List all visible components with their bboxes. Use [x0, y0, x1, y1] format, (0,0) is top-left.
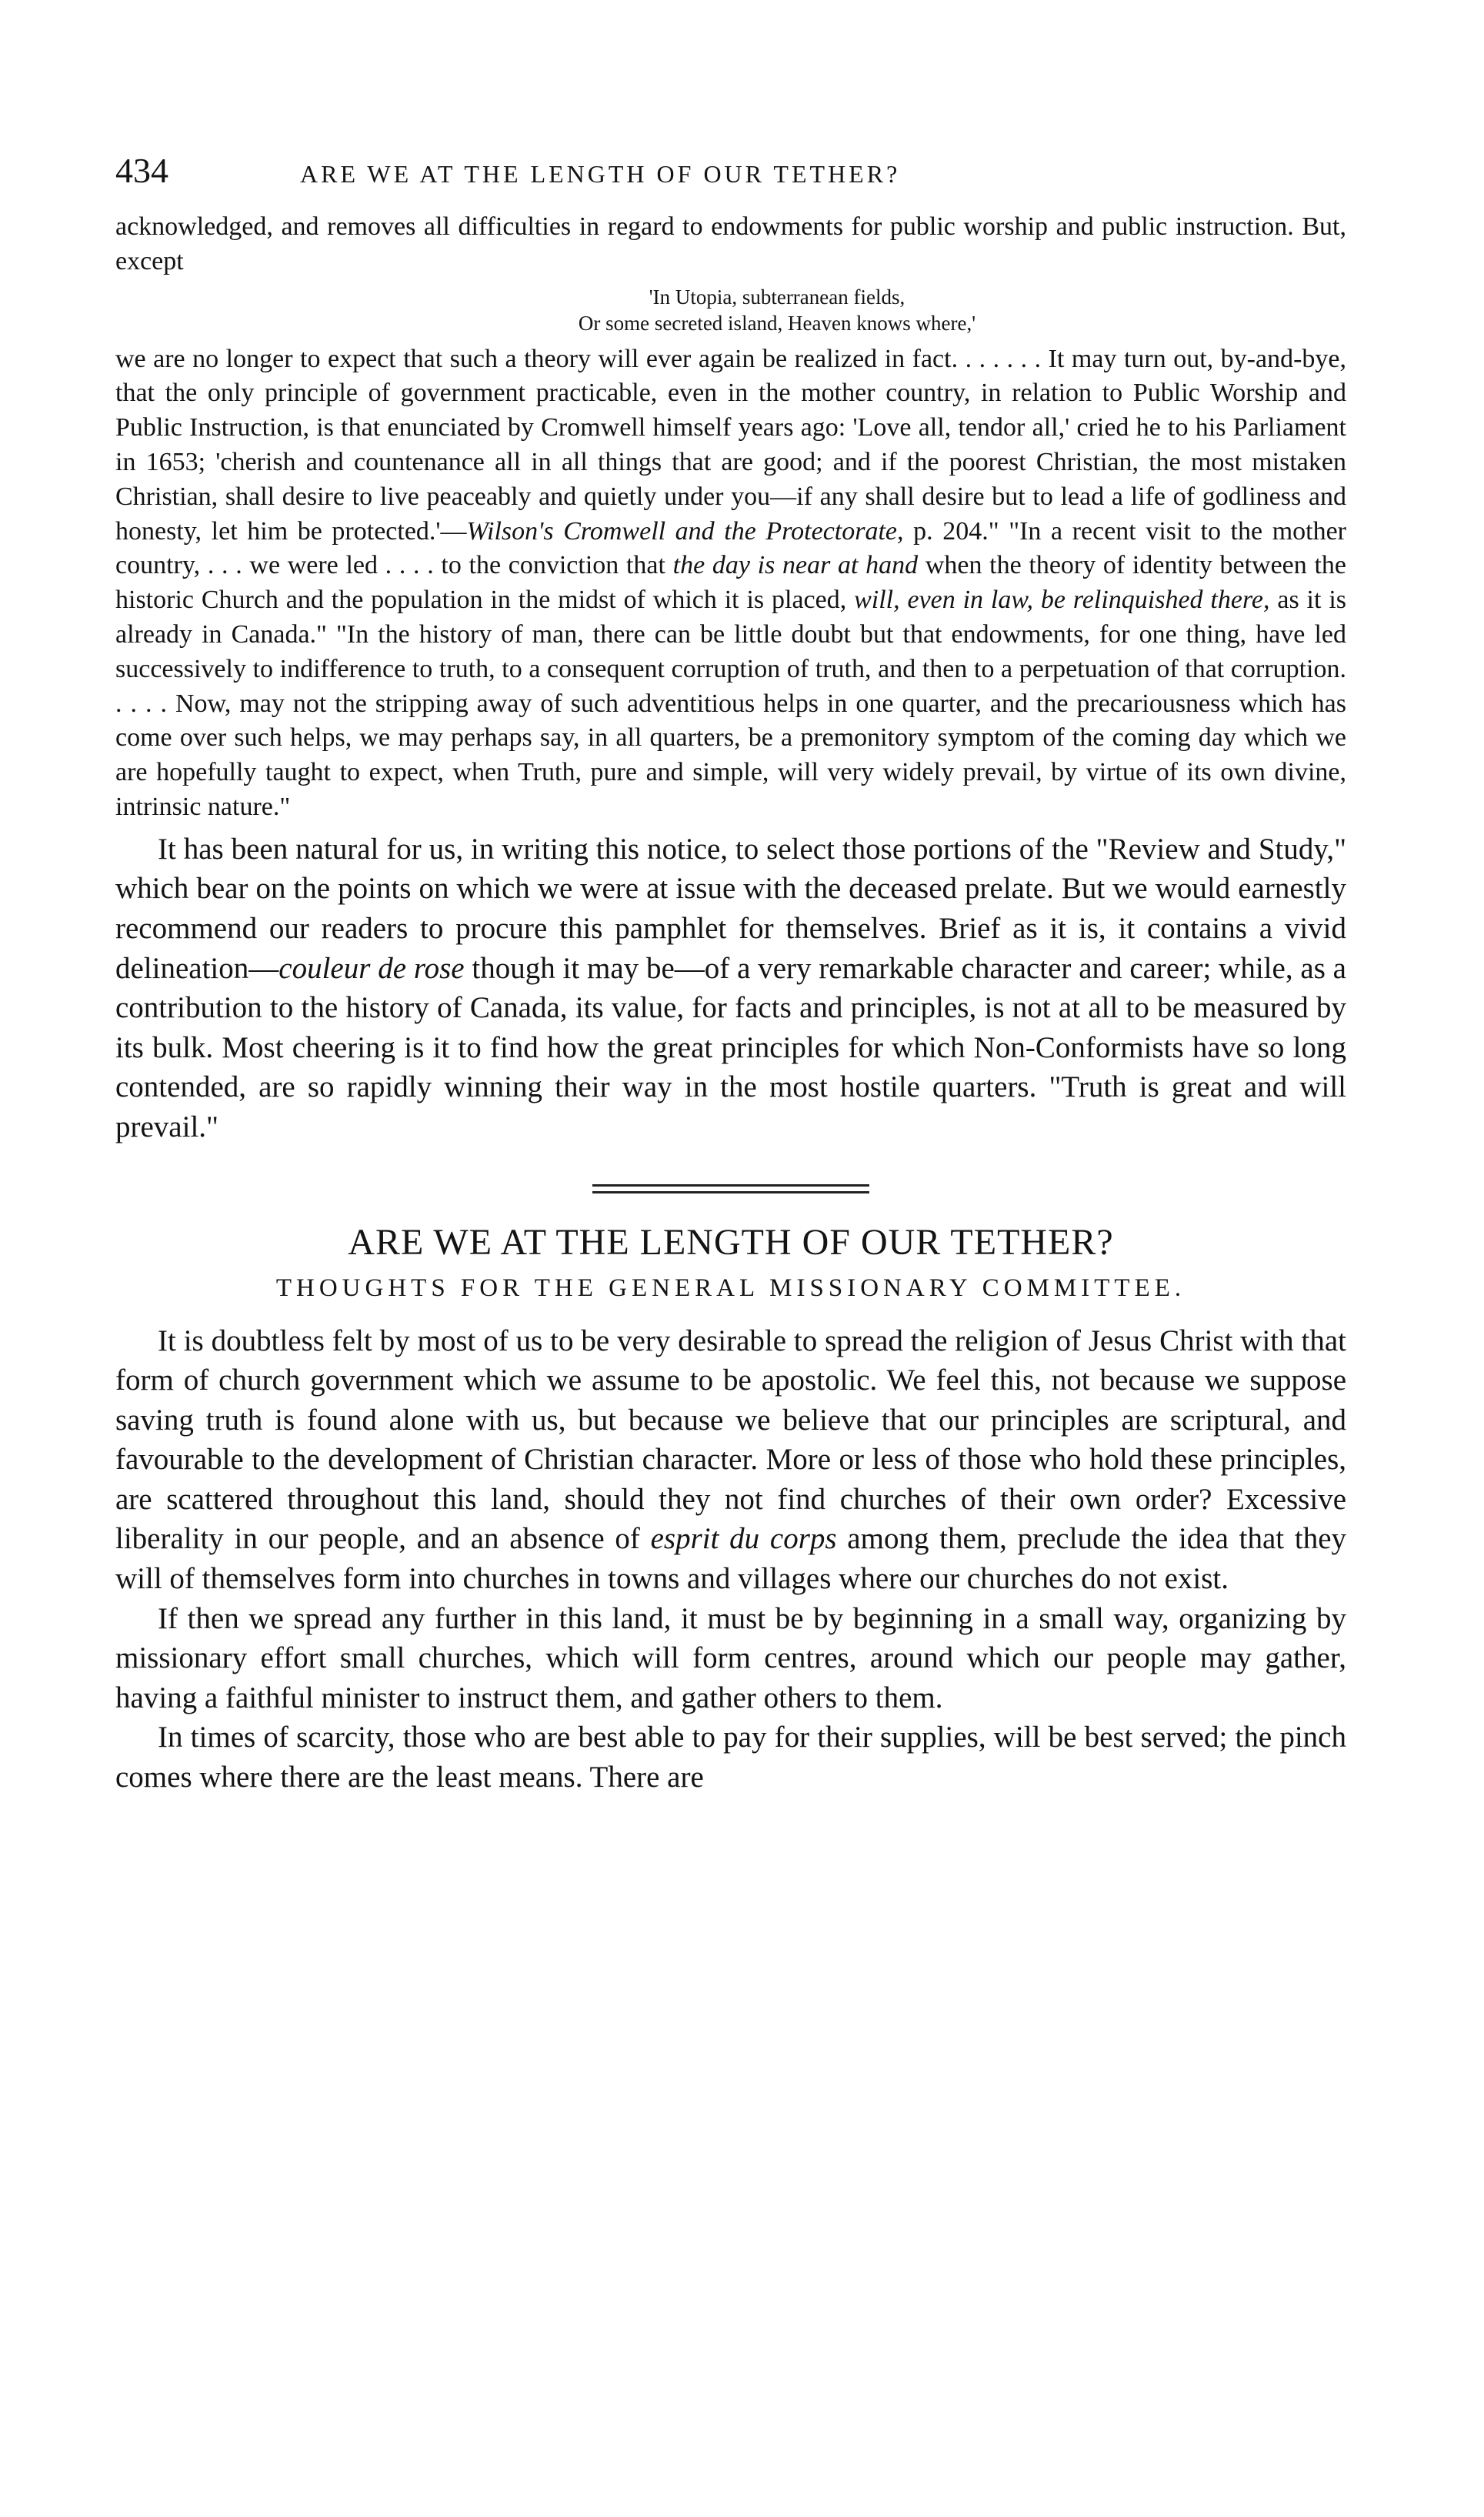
emphasis: couleur de rose	[278, 951, 465, 985]
closing-paragraph: It has been natural for us, in writing this notice, to select those portions of the "Review and Study," which bear on the points on which we were at issue with the deceased prelate. But we would earnestly recommend our readers to procure this pamphlet for themselves. Brief as it is, it contains a vivid delineation—couleur de rose though it may be—of a very remarkable character and career; while, as a contribution to the history of Canada, its value, for facts and principles, is not at all to be measured by its bulk. Most cheering is it to find how the great principles for which Non-Conformists have so long contended, are so rapidly winning their way in the most hostile quarters. "Truth is great and will prevail."	[115, 832, 1346, 1143]
page-header	[115, 150, 1346, 210]
emphasis: the day is near at hand	[672, 551, 919, 580]
article-paragraph: If then we spread any further in this land, it must be by beginning in a small way, organizing by missionary effort small churches, which will form centres, around which our people may gather, having a faithful minister to instruct them, and gather others to them.	[115, 1601, 1346, 1714]
emphasis: esprit du corps	[650, 1522, 837, 1556]
emphasis: will, even in law, be relinquished there,	[854, 586, 1270, 615]
quoted-paragraph: acknowledged, and removes all difficulties in regard to endowments for public worship and public instruction. But, except	[115, 212, 1346, 275]
verse-quotation	[115, 284, 1346, 336]
quoted-review-extract	[115, 210, 1346, 825]
article-title: ARE WE AT THE LENGTH OF OUR TETHER?	[348, 1221, 1114, 1263]
book-page	[115, 150, 1346, 1798]
divider-rule	[592, 1191, 869, 1193]
page-number: 434	[115, 151, 168, 190]
verse-line: Or some secreted island, Heaven knows where,'	[578, 311, 976, 335]
running-title: ARE WE AT THE LENGTH OF OUR TETHER?	[300, 160, 901, 188]
quoted-paragraph: we are no longer to expect that such a theory will ever again be realized in fact. . . . . . . It may turn out, by-and-bye, that the only principle of government practicable, even in the mother country, in relation to Public Worship and Public Instruction, is that enunciated by Cromwell himself years ago: 'Love all, tendor all,' cried he to his Parliament in 1653; 'cherish and countenance all in all things that are good; and if the poorest Christian, the most mistaken Christian, shall desire to live peaceably and quietly under you—if any shall desire but to lead a life of godliness and honesty, let him be protected.'—Wilson's Cromwell and the Protectorate, p. 204." "In a recent visit to the mother country, . . . we were led . . . . to the conviction that the day is near at hand when the theory of identity between the historic Church and the population in the midst of which it is placed, will, even in law, be relinquished there, as it is already in Canada." "In the history of man, there can be little doubt but that endowments, for one thing, have led successively to indifference to truth, to a consequent corruption of truth, and then to a perpetuation of that corruption. . . . . Now, may not the stripping away of such adventitious helps in one quarter, and the precariousness which has come over such helps, we may perhaps say, in all quarters, be a premonitory symptom of the coming day which we are hopefully taught to expect, when Truth, pure and simple, will very widely prevail, by virtue of its own divine, intrinsic nature."	[115, 344, 1346, 821]
article-subtitle: THOUGHTS FOR THE GENERAL MISSIONARY COMMITTEE.	[275, 1274, 1186, 1302]
article-paragraph: In times of scarcity, those who are best able to pay for their supplies, will be best served; the pinch comes where there are the least means. There are	[115, 1721, 1346, 1794]
divider-rule	[592, 1184, 869, 1187]
article-body	[115, 1321, 1346, 1798]
article-paragraph: It is doubtless felt by most of us to be very desirable to spread the religion of Jesus Christ with that form of church government which we assume to be apostolic. We feel this, not because we suppose saving truth is found alone with us, but because we believe that our principles are scriptural, and favourable to the development of Christian character. More or less of those who hold these principles, are scattered throughout this land, should they not find churches of their own order? Excessive liberality in our people, and an absence of esprit du corps among them, preclude the idea that they will of themselves form into churches in towns and villages where our churches do not exist.	[115, 1324, 1346, 1596]
verse-line: 'In Utopia, subterranean fields,	[649, 285, 905, 309]
citation: Wilson's Cromwell and the Protectorate,	[466, 516, 904, 546]
closing-section	[115, 830, 1346, 1147]
section-divider	[592, 1184, 869, 1193]
